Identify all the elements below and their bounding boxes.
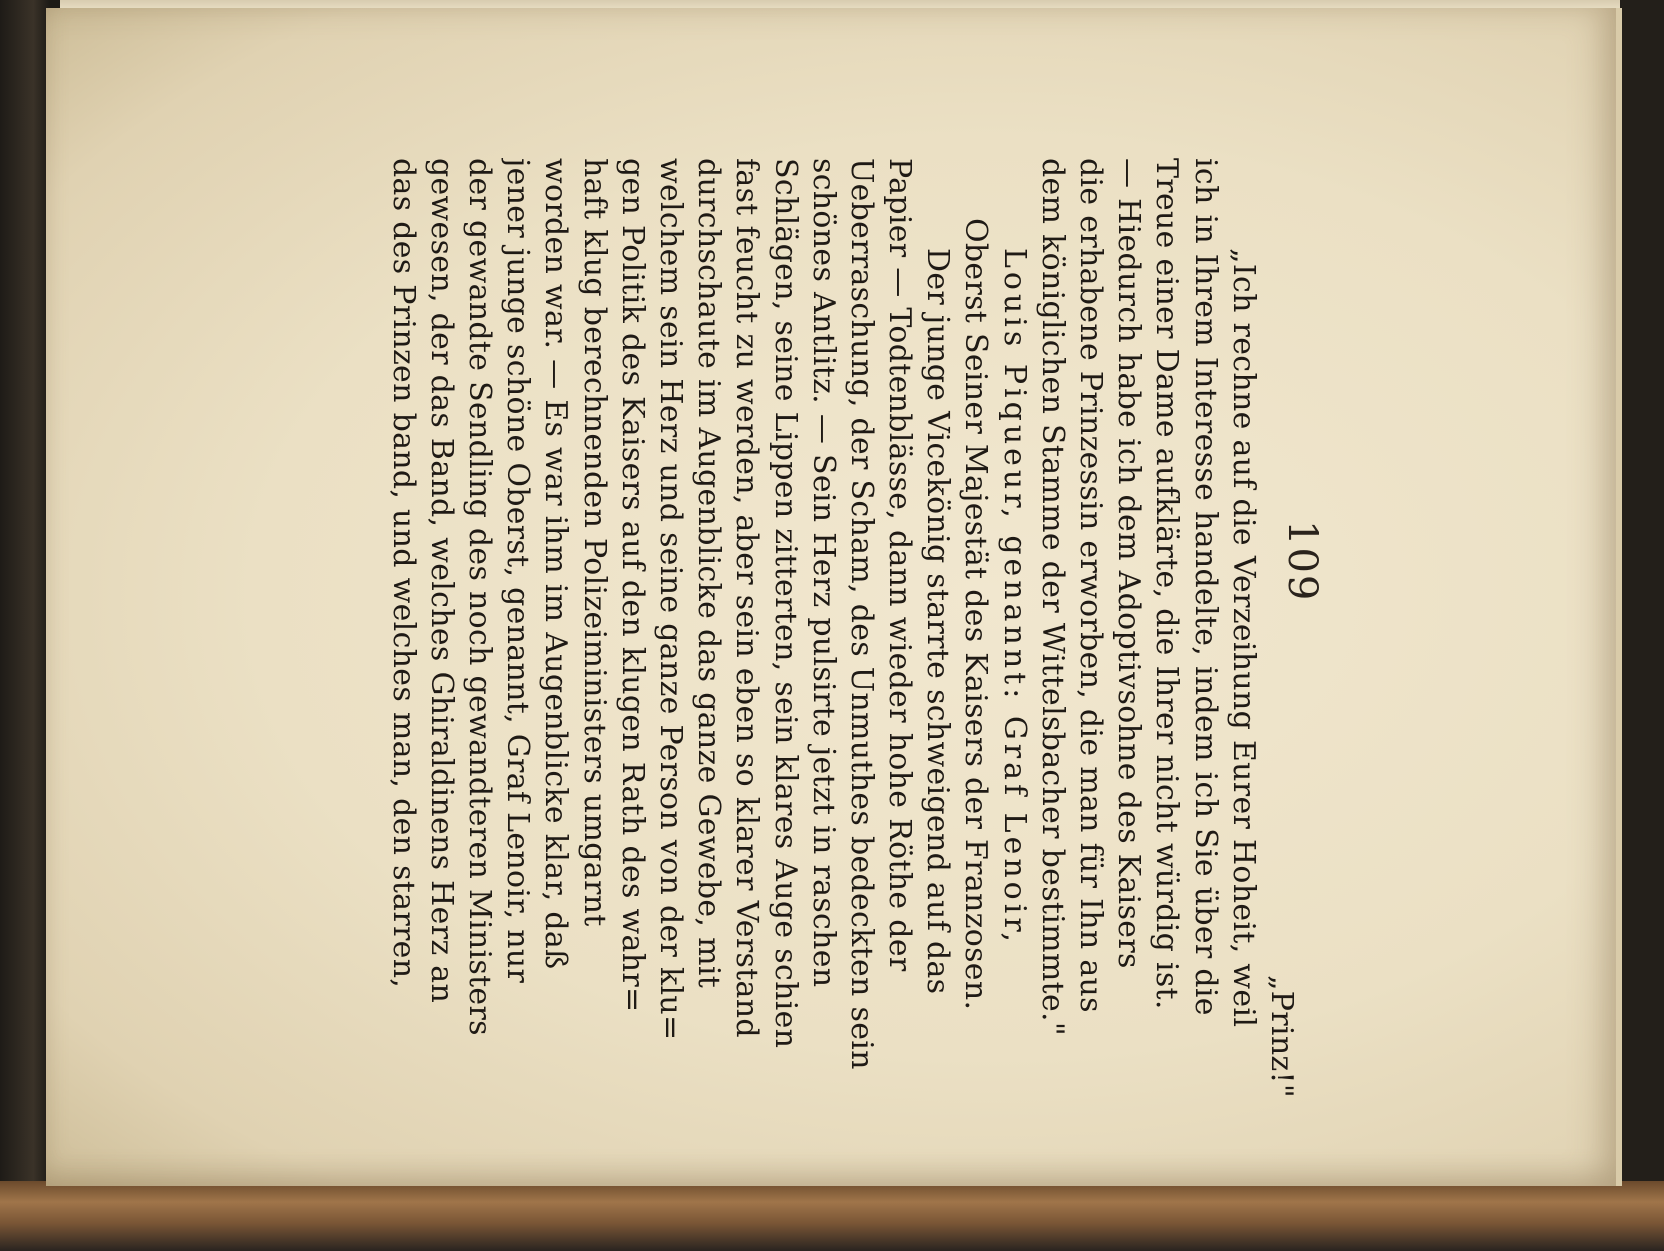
text-line: gen Politik des Kaisers auf den klugen Rath des wahr= (614, 158, 650, 1013)
text-line: ich in Ihrem Interesse handelte, indem ich Sie über die (1187, 158, 1223, 1016)
book-spine (0, 1181, 1664, 1251)
text-line: Papier — Todtenblässe, dann wieder hohe Röthe der (882, 158, 918, 972)
text-line: haft klug berechnenden Polizeiministers umgarnt (576, 158, 612, 927)
text-line: dem königlichen Stamme der Wittelsbacher bestimmte." (1034, 158, 1070, 1036)
text-line: jener junge schöne Oberst, genannt, Graf Lenoir, nur (500, 158, 536, 984)
text-line: Schlägen, seine Lippen zitterten, sein klares Auge schien (767, 158, 803, 1049)
text-line: — Hiedurch habe ich dem Adoptivsohne des Kaisers (1111, 158, 1147, 969)
text-line: Treue einer Dame aufklärte, die Ihrer nicht würdig ist. (1149, 158, 1185, 1010)
text-line: der gewandte Sendling des noch gewandteren Ministers (462, 158, 498, 1036)
text-line: das des Prinzen band, und welches man, den starren, (385, 158, 421, 989)
text-line: Der junge Vicekönig starrte schweigend auf das (920, 248, 956, 995)
text-line: „Ich rechne auf die Verzeihung Eurer Hoheit, weil (1225, 248, 1261, 1028)
text-line: worden war. — Es war ihm im Augenblicke klar, daß (538, 158, 574, 970)
text-line: durchschaute im Augenblicke das ganze Gewebe, mit (691, 158, 727, 989)
page-number: 109 (1279, 520, 1325, 603)
text-line: Louis Piqueur, genannt: Graf Lenoir, (996, 248, 1032, 946)
text-line: „Prinz!" (1264, 974, 1299, 1098)
text-line: die erhabene Prinzessin erworben, die man für Ihn aus (1073, 158, 1109, 1013)
page-text (384, 158, 1301, 1158)
text-line: Ueberraschung, der Scham, des Unmuthes bedeckten sein (843, 158, 879, 1070)
text-line: welchem sein Herz und seine ganze Person von der klu= (653, 158, 688, 1041)
text-line: gewesen, der das Band, welches Ghiraldinens Herz an (423, 158, 459, 1004)
text-line: fast feucht zu werden, aber sein eben so klarer Verstand (729, 158, 765, 1038)
text-line: schönes Antlitz. — Sein Herz pulsirte jetzt in raschen (805, 158, 841, 988)
text-line: Oberst Seiner Majestät des Kaisers der Franzosen. (958, 218, 994, 1011)
